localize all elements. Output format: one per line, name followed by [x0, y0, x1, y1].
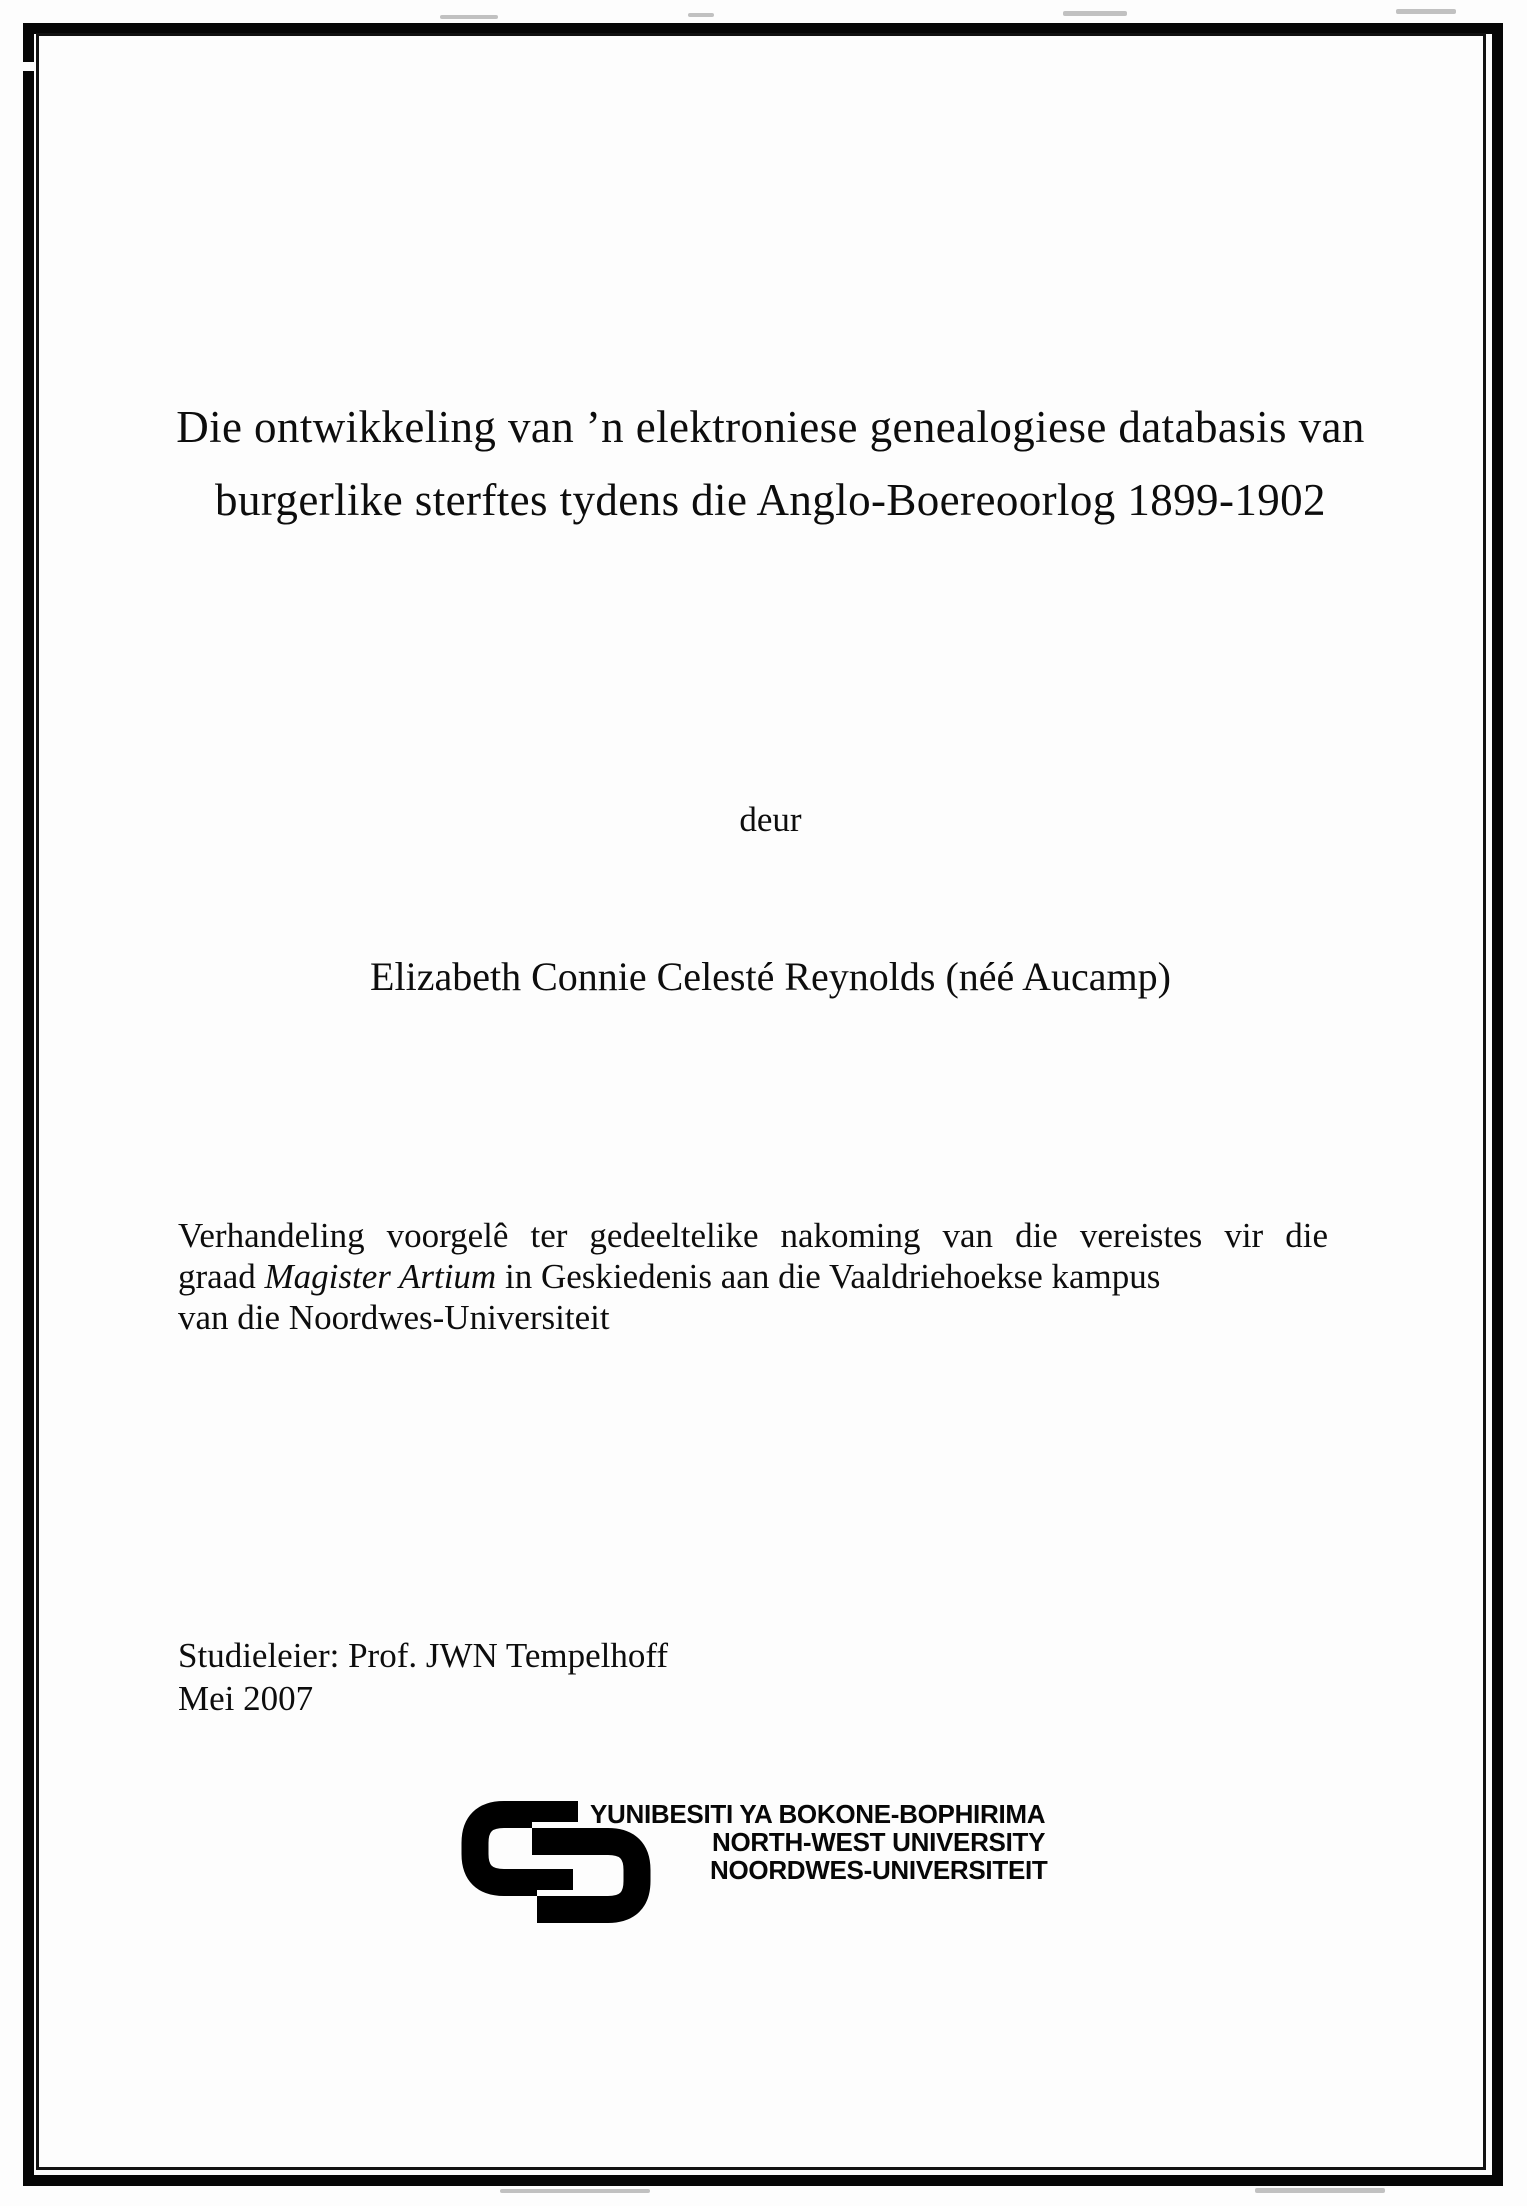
thesis-title-line-2: burgerlike sterftes tydens die Anglo-Boereoorlog 1899-1902: [215, 475, 1326, 525]
university-logo: [460, 1798, 1180, 1938]
scan-artifact: [1396, 9, 1456, 14]
degree-statement: [178, 1215, 1328, 1338]
scan-artifact: [440, 15, 498, 19]
date-line: Mei 2007: [178, 1679, 314, 1718]
logo-line-afrikaans: NOORDWES-UNIVERSITEIT: [710, 1855, 1048, 1885]
scan-artifact: [1063, 11, 1127, 16]
supervisor-block: [178, 1634, 668, 1720]
scan-artifact: [688, 13, 714, 17]
supervisor-line: Studieleier: Prof. JWN Tempelhoff: [178, 1636, 669, 1675]
thesis-title-line-1: Die ontwikkeling van ’n elektroniese genealogiese databasis van: [176, 402, 1365, 452]
logo-line-english: NORTH-WEST UNIVERSITY: [712, 1827, 1046, 1857]
thesis-title: [110, 391, 1431, 537]
degree-statement-line-3: van die Noordwes-Universiteit: [178, 1298, 610, 1337]
byline-deur: deur: [739, 800, 802, 839]
scan-artifact: [1255, 2188, 1385, 2193]
degree-name-italic: Magister Artium: [264, 1257, 497, 1296]
degree-statement-line-1: Verhandeling voorgelê ter gedeeltelike nakoming van die vereistes vir die: [178, 1216, 1328, 1255]
author-name: Elizabeth Connie Celesté Reynolds (néé Aucamp): [370, 954, 1171, 999]
degree-statement-line-2-pre: graad: [178, 1257, 265, 1296]
logo-line-setswana: YUNIBESITI YA BOKONE-BOPHIRIMA: [590, 1799, 1046, 1829]
scan-artifact: [500, 2189, 650, 2193]
university-logo-text: [590, 1800, 1048, 1884]
degree-statement-line-2-post: in Geskiedenis aan die Vaaldriehoekse kampus: [496, 1257, 1161, 1296]
scan-artifact: [20, 62, 36, 71]
degree-statement-line-2: [178, 1256, 1328, 1297]
